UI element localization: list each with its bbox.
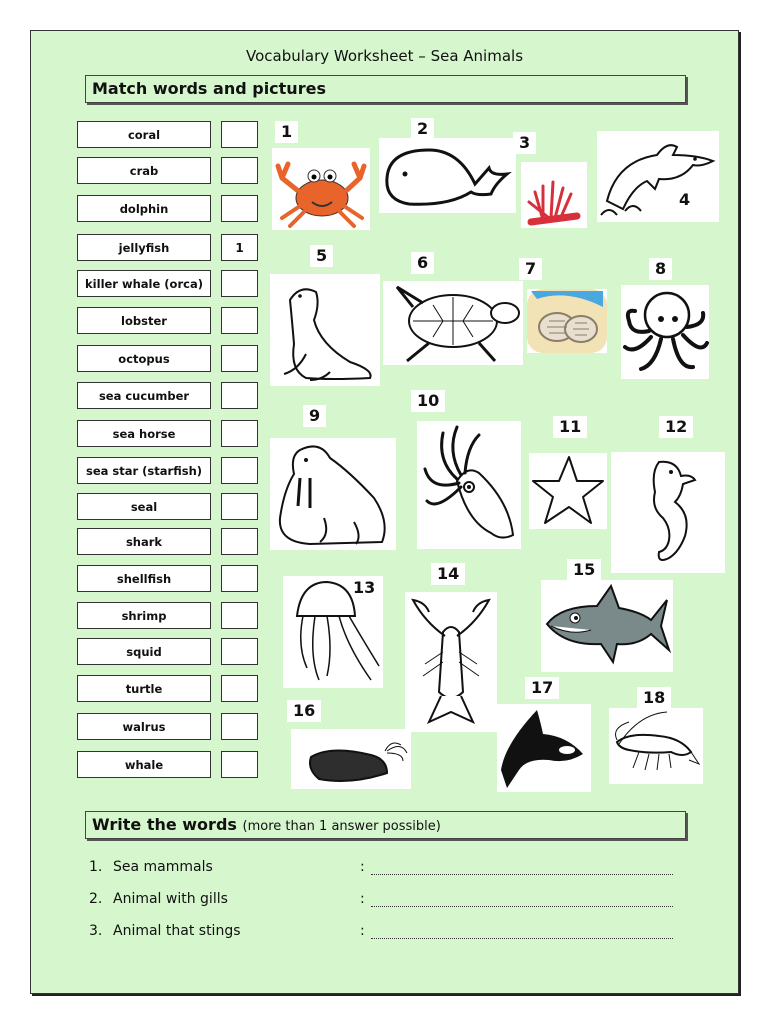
picture-number: 6 xyxy=(411,252,434,274)
question-row xyxy=(89,891,228,907)
turtle-icon xyxy=(383,281,523,365)
word-box: turtle xyxy=(77,675,211,702)
section-write-title: Write the words xyxy=(92,815,237,834)
picture-number: 17 xyxy=(525,677,559,699)
picture-number: 10 xyxy=(411,390,445,412)
shellfish-icon xyxy=(527,289,607,353)
worksheet xyxy=(30,30,739,994)
picture-number: 13 xyxy=(353,578,376,597)
whale-icon xyxy=(379,138,516,213)
picture-number: 18 xyxy=(637,687,671,709)
octopus-icon xyxy=(621,285,709,379)
shrimp-icon xyxy=(609,708,703,784)
answer-box[interactable] xyxy=(221,195,258,222)
word-box: sea cucumber xyxy=(77,382,211,409)
squid-icon xyxy=(417,421,521,549)
picture-number: 9 xyxy=(303,405,326,427)
picture-number: 1 xyxy=(275,121,298,143)
section-write-note: (more than 1 answer possible) xyxy=(242,819,441,834)
question-number: 3. xyxy=(89,923,103,939)
answer-box[interactable]: 1 xyxy=(221,234,258,261)
question-text: Animal with gills xyxy=(113,891,228,907)
answer-box[interactable] xyxy=(221,457,258,484)
crab-icon xyxy=(272,148,370,230)
question-number: 1. xyxy=(89,859,103,875)
answer-box[interactable] xyxy=(221,602,258,629)
picture-number: 15 xyxy=(567,559,601,581)
sea-cucumber-icon xyxy=(291,729,411,789)
question-text: Animal that stings xyxy=(113,923,241,939)
answer-line[interactable] xyxy=(371,937,673,939)
answer-box[interactable] xyxy=(221,270,258,297)
picture-number: 14 xyxy=(431,563,465,585)
answer-box[interactable] xyxy=(221,565,258,592)
seal-icon xyxy=(270,274,380,386)
word-box: squid xyxy=(77,638,211,665)
word-box: sea star (starfish) xyxy=(77,457,211,484)
answer-box[interactable] xyxy=(221,528,258,555)
word-box: shark xyxy=(77,528,211,555)
shark-icon xyxy=(541,580,673,672)
word-box: octopus xyxy=(77,345,211,372)
answer-box[interactable] xyxy=(221,345,258,372)
section-write-header xyxy=(85,811,686,839)
question-colon: : xyxy=(360,923,365,939)
word-box: sea horse xyxy=(77,420,211,447)
question-colon: : xyxy=(360,891,365,907)
answer-line[interactable] xyxy=(371,905,673,907)
page-title: Vocabulary Worksheet – Sea Animals xyxy=(245,47,524,65)
picture-number: 3 xyxy=(513,132,536,154)
answer-line[interactable] xyxy=(371,873,673,875)
section-match-heading: Match words and pictures xyxy=(92,79,326,98)
orca-icon xyxy=(497,704,591,792)
word-box: dolphin xyxy=(77,195,211,222)
picture-number: 11 xyxy=(553,416,587,438)
word-box: jellyfish xyxy=(77,234,211,261)
picture-number: 5 xyxy=(310,245,333,267)
seahorse-icon xyxy=(611,452,725,573)
word-box: killer whale (orca) xyxy=(77,270,211,297)
question-row xyxy=(89,859,213,875)
word-box: shellfish xyxy=(77,565,211,592)
walrus-icon xyxy=(270,438,396,550)
question-text: Sea mammals xyxy=(113,859,213,875)
picture-number: 4 xyxy=(679,190,691,209)
question-row xyxy=(89,923,241,939)
picture-number: 7 xyxy=(519,258,542,280)
picture-number: 16 xyxy=(287,700,321,722)
answer-box[interactable] xyxy=(221,751,258,778)
word-box: lobster xyxy=(77,307,211,334)
answer-box[interactable] xyxy=(221,675,258,702)
question-number: 2. xyxy=(89,891,103,907)
picture-number: 2 xyxy=(411,118,434,140)
section-match-header xyxy=(85,75,686,103)
starfish-icon xyxy=(529,453,607,529)
answer-box[interactable] xyxy=(221,121,258,148)
answer-box[interactable] xyxy=(221,157,258,184)
section-write-heading xyxy=(92,815,441,834)
lobster-icon xyxy=(405,592,497,732)
answer-box[interactable] xyxy=(221,493,258,520)
answer-box[interactable] xyxy=(221,713,258,740)
question-colon: : xyxy=(360,859,365,875)
word-box: coral xyxy=(77,121,211,148)
answer-box[interactable] xyxy=(221,420,258,447)
word-box: walrus xyxy=(77,713,211,740)
picture-number: 12 xyxy=(659,416,693,438)
coral-icon xyxy=(521,162,587,228)
word-box: whale xyxy=(77,751,211,778)
dolphin-icon xyxy=(597,131,719,222)
answer-box[interactable] xyxy=(221,382,258,409)
word-box: crab xyxy=(77,157,211,184)
word-box: shrimp xyxy=(77,602,211,629)
answer-box[interactable] xyxy=(221,307,258,334)
word-box: seal xyxy=(77,493,211,520)
answer-box[interactable] xyxy=(221,638,258,665)
picture-number: 8 xyxy=(649,258,672,280)
